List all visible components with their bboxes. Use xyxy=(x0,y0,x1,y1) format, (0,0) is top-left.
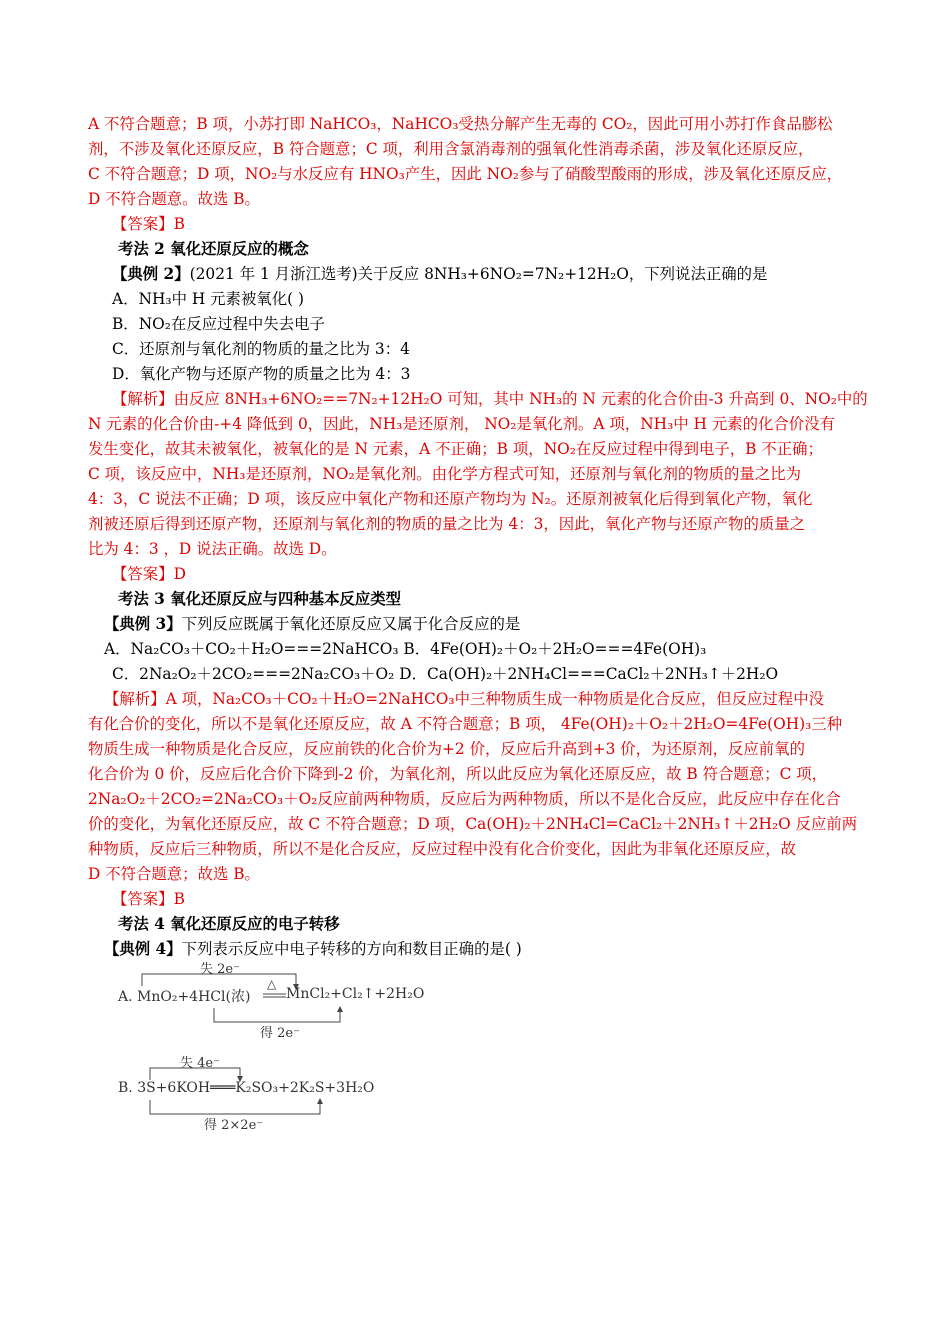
diagram-b-gained-label: 得 2×2e⁻ xyxy=(204,1118,264,1133)
example-2-stem xyxy=(88,262,868,287)
example-3-options-ab: A．Na₂CO₃＋CO₂＋H₂O===2NaHCO₃ B．4Fe(OH)₂＋O₂＋2H₂O===4Fe(OH)₃ xyxy=(104,640,707,658)
example-2-option-b: B．NO₂在反应过程中失去电子 xyxy=(112,315,325,333)
example-2-option-a: A．NH₃中 H 元素被氧化( ) xyxy=(112,290,305,308)
example-3-analysis-line-6: 价的变化，为氧化还原反应，故 C 不符合题意；D 项，Ca(OH)₂＋2NH₄Cl=CaCl₂＋2NH₃↑＋2H₂O 反应前两 xyxy=(88,815,858,833)
example-4-question: 下列表示反应中电子转移的方向和数目正确的是( ) xyxy=(181,940,522,958)
example-4-label: 【典例 4】 xyxy=(104,940,182,958)
example-3-question: 下列反应既属于氧化还原反应又属于化合反应的是 xyxy=(181,615,521,633)
diagram-b-equation: B. 3S+6KOH═══K₂SO₃+2K₂S+3H₂O xyxy=(118,1080,375,1096)
example-2-question: (2021 年 1 月浙江选考)关于反应 8NH₃+6NO₂=7N₂+12H₂O，下列说法正确的是 xyxy=(189,265,768,283)
example-2-analysis-line-7: 比为 4：3 ，D 说法正确。故选 D。 xyxy=(88,540,337,558)
example-2-analysis-line-2: N 元素的化合价由-+4 降低到 0，因此，NH₃是还原剂， NO₂是氧化剂。A 项，NH₃中 H 元素的化合价没有 xyxy=(88,415,835,433)
example-2-option-c: C．还原剂与氧化剂的物质的量之比为 3：4 xyxy=(112,340,410,358)
example-3-analysis-line-8: D 不符合题意；故选 B。 xyxy=(88,865,260,883)
analysis-1-line-2: 剂，不涉及氧化还原反应，B 符合题意；C 项，利用含氯消毒剂的强氧化性消毒杀菌，涉及氧化还原反应， xyxy=(88,140,814,158)
example-3-options-cd: C．2Na₂O₂＋2CO₂===2Na₂CO₃＋O₂ D．Ca(OH)₂＋2NH₄Cl===CaCl₂＋2NH₃↑＋2H₂O xyxy=(112,665,779,683)
example-3-analysis-line-5: 2Na₂O₂＋2CO₂=2Na₂CO₃＋O₂反应前两种物质，反应后为两种物质，所以不是化合反应，此反应中存在化合 xyxy=(88,790,841,808)
document-page xyxy=(88,112,868,1132)
example-2-analysis-line-3: 发生变化，故其未被氧化，被氧化的是 N 元素，A 不正确；B 项，NO₂在反应过程中得到电子，B 不正确； xyxy=(88,440,823,458)
example-3-analysis-line-3: 物质生成一种物质是化合反应，反应前铁的化合价为+2 价，反应后升高到+3 价，为还原剂，反应前氧的 xyxy=(88,740,805,758)
example-2-analysis-line-4: C 项，该反应中，NH₃是还原剂，NO₂是氧化剂。由化学方程式可知，还原剂与氧化剂的物质的量之比为 xyxy=(88,465,801,483)
electron-transfer-diagram-b xyxy=(88,1052,868,1132)
example-2-option-d: D．氧化产物与还原产物的质量之比为 4：3 xyxy=(112,365,411,383)
example-3-analysis-line-1: 【解析】A 项，Na₂CO₃＋CO₂＋H₂O=2NaHCO₃中三种物质生成一种物质是化合反应，但反应过程中没 xyxy=(104,690,824,708)
example-3-label: 【典例 3】 xyxy=(104,615,182,633)
example-2-analysis-line-5: 4：3，C 说法不正确；D 项，该反应中氧化产物和还原产物均为 N₂。还原剂被氧化后得到氧化产物，氧化 xyxy=(88,490,813,508)
section-2-title: 考法 2 氧化还原反应的概念 xyxy=(118,240,309,258)
electron-transfer-diagram-a xyxy=(88,962,868,1041)
example-3-analysis-line-7: 种物质，反应后三种物质，所以不是化合反应，反应过程中没有化合价变化，因此为非氧化还原反应，故 xyxy=(88,840,796,858)
diagram-a-lost-label: 失 2e⁻ xyxy=(200,962,240,977)
analysis-1-line-3: C 不符合题意；D 项，NO₂与水反应有 HNO₃产生，因此 NO₂参与了硝酸型酸雨的形成，涉及氧化还原反应， xyxy=(88,165,843,183)
section-3-title: 考法 3 氧化还原反应与四种基本反应类型 xyxy=(118,590,402,608)
example-3-analysis-line-2: 有化合价的变化，所以不是氧化还原反应，故 A 不符合题意；B 项， 4Fe(OH)₂＋O₂＋2H₂O=4Fe(OH)₃三种 xyxy=(88,715,843,733)
example-2-analysis-line-6: 剂被还原后得到还原产物，还原剂与氧化剂的物质的量之比为 4：3，因此，氧化产物与还原产物的质量之 xyxy=(88,515,806,533)
diagram-b-lost-label: 失 4e⁻ xyxy=(180,1056,220,1071)
answer-3: 【答案】B xyxy=(112,890,185,908)
answer-2: 【答案】D xyxy=(112,565,186,583)
diagram-a-heat-condition: △ xyxy=(267,977,277,991)
section-4-title: 考法 4 氧化还原反应的电子转移 xyxy=(118,915,340,933)
example-2-analysis-line-1: 【解析】由反应 8NH₃+6NO₂==7N₂+12H₂O 可知，其中 NH₃的 N 元素的化合价由-3 升高到 0、NO₂中的 xyxy=(112,390,868,408)
analysis-1-line-4: D 不符合题意。故选 B。 xyxy=(88,190,260,208)
diagram-a-gained-label: 得 2e⁻ xyxy=(260,1026,300,1041)
analysis-1-line-1: A 不符合题意；B 项，小苏打即 NaHCO₃，NaHCO₃受热分解产生无毒的 CO₂，因此可用小苏打作食品膨松 xyxy=(88,115,833,133)
answer-1: 【答案】B xyxy=(112,215,185,233)
example-3-analysis-line-4: 化合价为 0 价，反应后化合价下降到-2 价，为氧化剂，所以此反应为氧化还原反应，故 B 符合题意；C 项， xyxy=(88,765,828,783)
example-3-stem xyxy=(88,612,868,637)
diagram-a-equation-right: MnCl₂+Cl₂↑+2H₂O xyxy=(286,986,425,1002)
diagram-a-equation-left: A. MnO₂+4HCl(浓) xyxy=(118,989,251,1005)
example-2-label: 【典例 2】 xyxy=(112,265,190,283)
